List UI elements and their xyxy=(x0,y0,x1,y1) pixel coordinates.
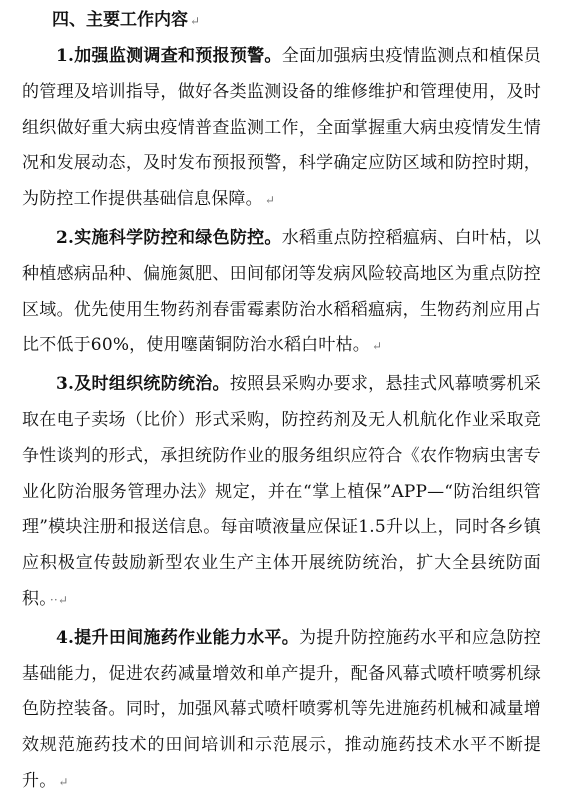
paragraph-mark: ↵ xyxy=(190,14,201,28)
paragraph-green-control xyxy=(22,221,541,365)
paragraph-mark: ↵ xyxy=(264,193,276,208)
paragraph-unified-control xyxy=(22,367,541,619)
paragraph-monitoring xyxy=(22,39,541,219)
paragraph-body: 为提升防控施药水平和应急防控基础能力，促进农药减量增效和单产提升，配备风幕式喷杆喷雾机绿色防控装备。同时，加强风幕式喷杆喷雾机等先进施药机械和减量增效规范施药技术的田间培训和示范展示，推动施药技术水平不断提升。 xyxy=(22,627,541,791)
section-heading xyxy=(52,6,541,35)
paragraph-lead: 1.加强监测调查和预报预警。 xyxy=(56,46,282,66)
paragraph-mark: ··↵ xyxy=(49,592,69,607)
paragraph-lead: 3.及时组织统防统治。 xyxy=(56,374,230,395)
paragraph-spraying-capacity xyxy=(22,621,541,801)
heading-text: 四、主要工作内容 xyxy=(52,10,188,30)
paragraph-mark: ↵ xyxy=(371,339,383,354)
paragraph-lead: 2.实施科学防控和绿色防控。 xyxy=(56,227,282,248)
paragraph-body: 全面加强病虫疫情监测点和植保员的管理及培训指导，做好各类监测设备的维修维护和管理使用，及时组织做好重大病虫疫情普查监测工作，全面掌握重大病虫疫情发生情况和发展动态，及时发布预报预警，科学确定应防区域和防控时期，为防控工作提供基础信息保障。 xyxy=(22,46,542,210)
paragraph-body: 水稻重点防控稻瘟病、白叶枯，以种植感病品种、偏施氮肥、田间郁闭等发病风险较高地区为重点防控区域。优先使用生物药剂春雷霉素防治水稻稻瘟病，生物药剂应用占比不低于60%，使用噻菌铜防治水稻白叶枯。 xyxy=(22,227,542,356)
paragraph-mark: ↵ xyxy=(58,774,69,789)
paragraph-lead: 4.提升田间施药作业能力水平。 xyxy=(56,627,300,648)
paragraph-body: 按照县采购办要求，悬挂式风幕喷雾机采取在电子卖场（比价）形式采购，防控药剂及无人机航化作业采取竞争性谈判的形式，承担统防作业的服务组织应符合《农作物病虫害专业化防治服务管理办法》规定，并在“掌上植保”APP—“防治组织管理”模块注册和报送信息。每亩喷液量应保证1.5升以上，同时各乡镇应积极宣传鼓励新型农业生产主体开展统防统治，扩大全县统防面积。 xyxy=(22,374,541,609)
